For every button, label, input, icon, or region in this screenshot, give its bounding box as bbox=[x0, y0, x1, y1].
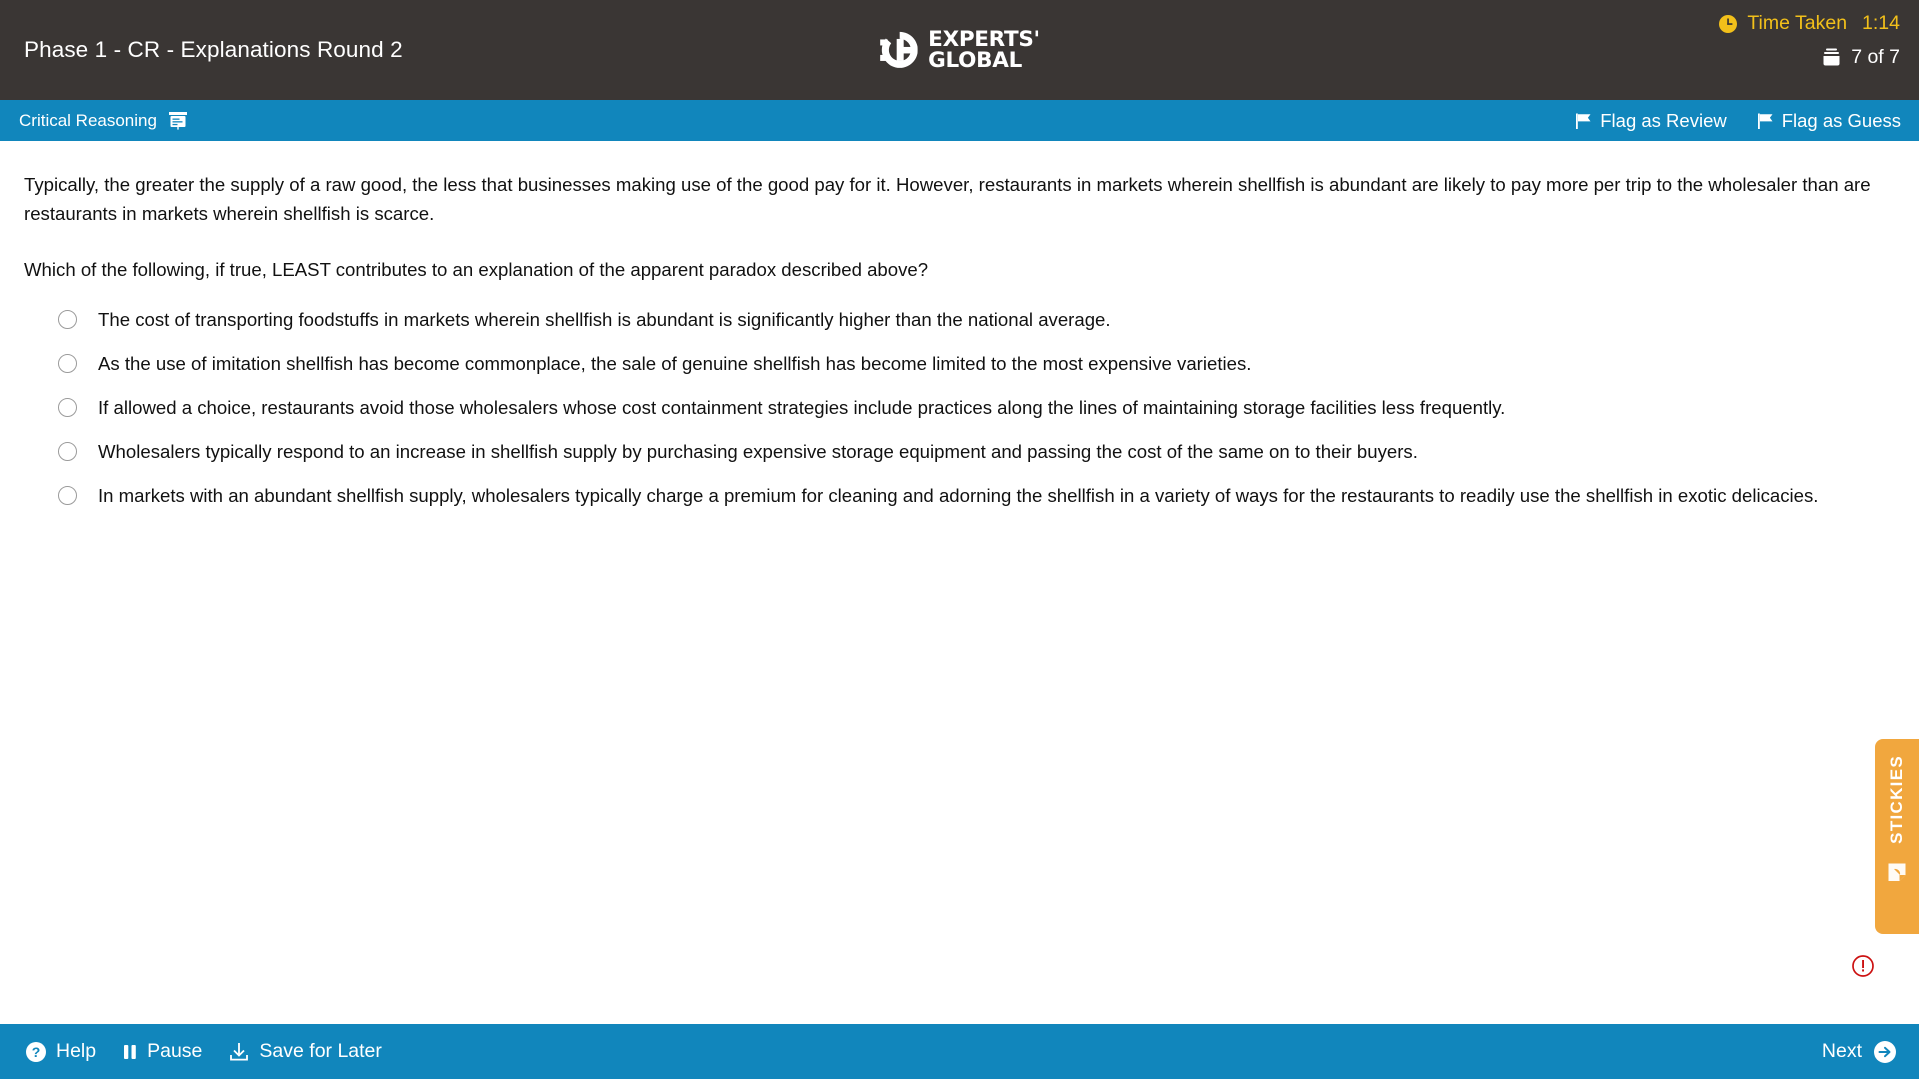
help-label: Help bbox=[56, 1040, 97, 1062]
time-taken-label: Time Taken bbox=[1747, 12, 1848, 35]
flag-as-review-label: Flag as Review bbox=[1600, 109, 1727, 131]
question-count-text: 7 of 7 bbox=[1851, 46, 1900, 68]
radio-button[interactable] bbox=[58, 398, 77, 417]
answer-option-label: If allowed a choice, restaurants avoid those wholesalers whose cost containment strategies include practices along the lines of maintaining storage facilities less frequently. bbox=[98, 397, 1506, 419]
page-title: Phase 1 - CR - Explanations Round 2 bbox=[24, 37, 403, 62]
flag-as-review-button[interactable] bbox=[1575, 110, 1726, 132]
answer-option[interactable] bbox=[58, 438, 1895, 466]
answer-option[interactable] bbox=[58, 306, 1895, 334]
radio-button[interactable] bbox=[58, 486, 77, 505]
radio-button[interactable] bbox=[58, 310, 77, 329]
svg-text:?: ? bbox=[31, 1043, 41, 1060]
section-indicator bbox=[19, 111, 188, 131]
question-prompt: Which of the following, if true, LEAST contributes to an explanation of the apparent paradox described above? bbox=[24, 258, 929, 280]
sticky-note-icon bbox=[1885, 844, 1909, 884]
answer-option-label: As the use of imitation shellfish has become commonplace, the sale of genuine shellfish has become limited to the most expensive varieties. bbox=[98, 353, 1252, 375]
answer-option[interactable] bbox=[58, 394, 1895, 422]
pause-icon bbox=[122, 1043, 138, 1061]
answer-options bbox=[58, 306, 1895, 509]
stickies-tab[interactable] bbox=[1875, 739, 1919, 934]
next-label: Next bbox=[1821, 1040, 1862, 1062]
flag-icon bbox=[1757, 113, 1774, 129]
logo-line-1: EXPERTS' bbox=[928, 26, 1040, 52]
pause-label: Pause bbox=[147, 1040, 203, 1062]
question-area bbox=[0, 141, 1919, 1024]
question-stack-icon bbox=[1821, 48, 1842, 67]
logo-line-2: GLOBAL bbox=[928, 48, 1022, 73]
stickies-label: STICKIES bbox=[1887, 755, 1906, 844]
flag-as-guess-label: Flag as Guess bbox=[1781, 109, 1901, 131]
whiteboard-icon[interactable] bbox=[168, 111, 188, 130]
section-label: Critical Reasoning bbox=[19, 110, 157, 130]
answer-option[interactable] bbox=[58, 482, 1895, 510]
top-header bbox=[0, 0, 1919, 100]
time-taken-value: 1:14 bbox=[1862, 12, 1900, 35]
exclamation-circle-icon[interactable] bbox=[1851, 954, 1875, 978]
logo-wordmark bbox=[928, 26, 1040, 73]
flag-actions bbox=[1575, 110, 1901, 132]
download-icon bbox=[228, 1042, 250, 1062]
timer-block bbox=[1718, 14, 1900, 68]
arrow-right-circle-icon bbox=[1873, 1040, 1897, 1064]
save-for-later-label: Save for Later bbox=[259, 1040, 382, 1062]
next-button[interactable] bbox=[1822, 1040, 1897, 1064]
radio-button[interactable] bbox=[58, 442, 77, 461]
flag-icon bbox=[1575, 113, 1592, 129]
answer-option-label: Wholesalers typically respond to an increase in shellfish supply by purchasing expensive storage equipment and passing the cost of the same on to their buyers. bbox=[98, 441, 1418, 463]
footer-toolbar bbox=[0, 1024, 1919, 1079]
help-button[interactable] bbox=[25, 1040, 96, 1063]
time-taken-row bbox=[1718, 14, 1900, 34]
answer-option[interactable] bbox=[58, 350, 1895, 378]
question-circle-icon bbox=[25, 1041, 47, 1063]
question-stem: Typically, the greater the supply of a raw good, the less that businesses making use of the good pay for it. However, restaurants in markets wherein shellfish is abundant are likely to pay more per trip to the wholesaler than are restaurants in markets wherein shellfish is scarce. bbox=[24, 174, 1871, 224]
flag-as-guess-button[interactable] bbox=[1757, 110, 1901, 132]
question-count-row bbox=[1718, 48, 1900, 68]
save-for-later-button[interactable] bbox=[228, 1040, 381, 1063]
experts-global-logo-icon bbox=[879, 30, 917, 70]
footer-actions bbox=[25, 1040, 382, 1063]
brand-logo bbox=[879, 26, 1040, 73]
clock-icon bbox=[1718, 14, 1738, 34]
section-toolbar bbox=[0, 100, 1919, 141]
answer-option-label: The cost of transporting foodstuffs in markets wherein shellfish is abundant is significantly higher than the national average. bbox=[98, 309, 1111, 331]
radio-button[interactable] bbox=[58, 354, 77, 373]
answer-option-label: In markets with an abundant shellfish supply, wholesalers typically charge a premium for cleaning and adorning the shellfish in a variety of ways for the restaurants to readily use the shellfish in exotic delicacies. bbox=[98, 485, 1819, 506]
pause-button[interactable] bbox=[122, 1040, 202, 1063]
